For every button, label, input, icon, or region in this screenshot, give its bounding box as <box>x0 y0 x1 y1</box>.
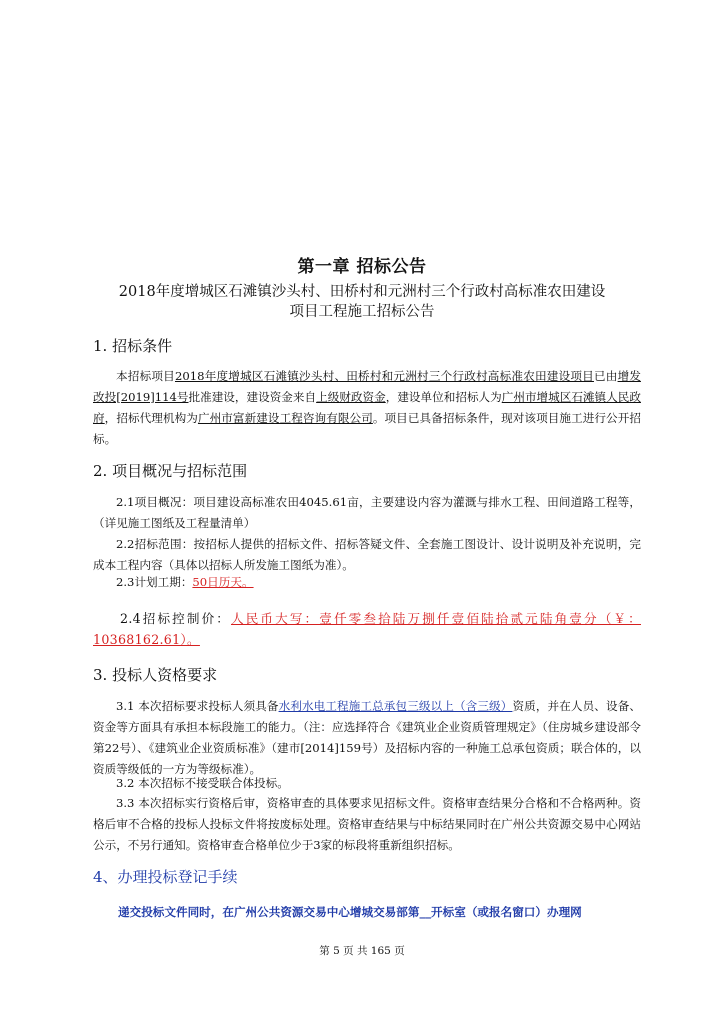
s2-control-price-value: 人民币大写：壹仟零叁拾陆万捌仟壹佰陆拾贰元陆角壹分（￥：10368162.61）。 <box>93 611 641 647</box>
announcement-title-line2: 项目工程施工招标公告 <box>289 304 435 320</box>
s3-text-b: 资质，并在人员、设备、资金等方面具有承担本标段施工的能力。（注：应选择符合《建筑业企业资质管理规定》（住房城乡建设部令第22号）、《建筑业企业资质标准》（建市[2014]159号）及招标内容的一种施工总承包资质；联合体的，以资质等级低的一方为等级标准）。 <box>93 699 641 776</box>
s1-text-d: ，建设单位和招标人为 <box>385 390 502 404</box>
section-1-paragraph <box>93 366 641 450</box>
s1-text-c: 批准建设，建设资金来自 <box>188 390 317 404</box>
section-3-3-paragraph: 3.3 本次招标实行资格后审，资格审查的具体要求见招标文件。资格审查结果分合格和不合格两种。资格后审不合格的投标人投标文件将按废标处理。资格审查结果与中标结果同时在广州公共资源交易中心网站公示，不另行通知。资格审查合格单位少于3家的标段将重新组织招标。 <box>93 796 641 852</box>
s1-text-f: 。项目已具备招标条件，现对该项目施工进行公开招标。 <box>93 411 641 446</box>
s3-text-a: 3.1 本次招标要求投标人须具备 <box>116 699 279 713</box>
s2-duration-value: 50日历天。 <box>192 575 254 589</box>
section-2-1-paragraph: 2.1项目概况：项目建设高标准农田4045.61亩，主要建设内容为灌溉与排水工程、田间道路工程等，（详见施工图纸及工程量清单） <box>93 495 641 530</box>
announcement-title-line1: 2018年度增城区石滩镇沙头村、田桥村和元洲村三个行政村高标准农田建设 <box>118 284 606 300</box>
s3-qualification: 水利水电工程施工总承包三级以上（含三级） <box>278 699 513 713</box>
section-2-3-line <box>116 574 664 590</box>
s1-fund-source: 上级财政资金 <box>316 390 386 404</box>
s2-duration-label: 2.3计划工期： <box>116 575 193 589</box>
section-2-4-paragraph <box>93 608 641 650</box>
s1-approval-number: 增发改投[2019]114号 <box>93 369 641 404</box>
s1-project-name: 2018年度增城区石滩镇沙头村、田桥村和元洲村三个行政村高标准农田建设项目 <box>174 369 594 383</box>
page-footer: 第 5 页 共 165 页 <box>319 945 405 957</box>
s1-text-e: ，招标代理机构为 <box>104 411 198 425</box>
chapter-title: 第一章 招标公告 <box>297 257 427 277</box>
section-2-2-paragraph: 2.2招标范围：按招标人提供的招标文件、招标答疑文件、全套施工图设计、设计说明及补充说明，完成本工程内容（具体以招标人所发施工图纸为准）。 <box>93 537 641 572</box>
section-4-paragraph: 递交投标文件同时，在广州公共资源交易中心增城交易部第__开标室（或报名窗口）办理网 <box>118 905 582 919</box>
s1-agent: 广州市富新建设工程咨询有限公司 <box>197 411 373 425</box>
section-1-heading: 1. 招标条件 <box>93 337 173 355</box>
s1-text-a: 本招标项目 <box>116 369 175 383</box>
s1-text-b: 已由 <box>593 369 618 383</box>
section-3-heading: 3. 投标人资格要求 <box>93 666 218 684</box>
section-3-2-paragraph: 3.2 本次招标不接受联合体投标。 <box>116 776 289 790</box>
section-4-heading: 4、办理投标登记手续 <box>93 868 238 886</box>
section-2-heading: 2. 项目概况与招标范围 <box>93 462 248 480</box>
s2-control-price-label: 2.4招标控制价： <box>120 611 231 626</box>
s1-owner: 广州市增城区石滩镇人民政府 <box>93 390 641 425</box>
section-3-1-paragraph <box>93 696 641 780</box>
announcement-title <box>60 282 664 322</box>
